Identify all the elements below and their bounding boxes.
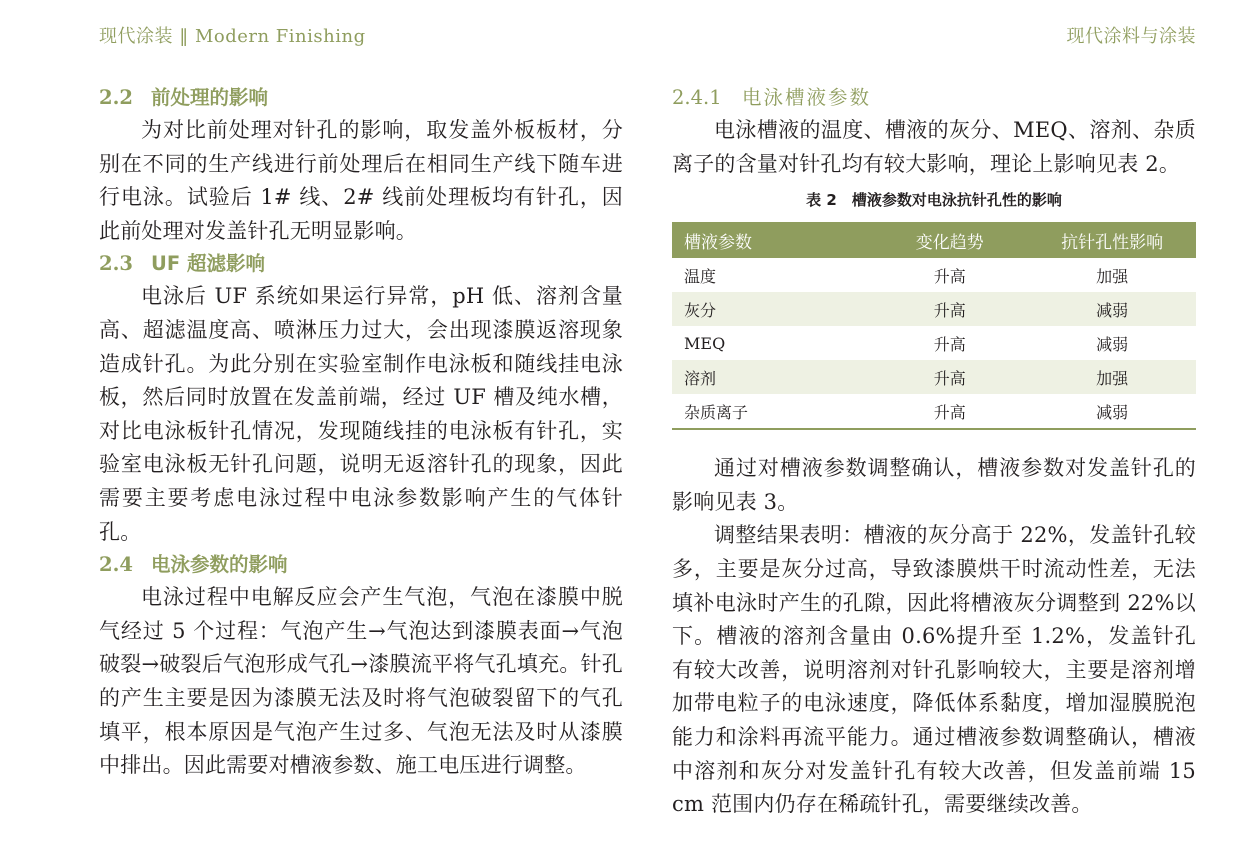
table-cell: 升高 bbox=[933, 300, 966, 320]
table-caption: 表 2 槽液参数对电泳抗针孔性的影响 bbox=[806, 191, 1062, 210]
table-cell: 升高 bbox=[871, 394, 1028, 429]
table-cell: 温度 bbox=[684, 266, 717, 286]
section-title: 前处理的影响 bbox=[151, 86, 269, 109]
table-cell: 升高 bbox=[933, 334, 966, 354]
paragraph-pretreatment: 为对比前处理对针孔的影响，取发盖外板板材，分别在不同的生产线进行前处理后在相同生产线下随车进行电泳。试验后 1# 线、2# 线前处理板均有针孔，因此前处理对发盖针孔无明显影响。 bbox=[99, 118, 623, 243]
table-cell: 升高 bbox=[933, 368, 966, 388]
table-cell: 减弱 bbox=[1096, 334, 1129, 354]
section-number: 2.4 bbox=[99, 553, 133, 577]
table-row bbox=[672, 258, 1196, 292]
section-heading-2-4-1 bbox=[672, 82, 1196, 114]
running-head-right: 现代涂料与涂装 bbox=[1066, 26, 1196, 47]
section-heading-2-3 bbox=[99, 248, 623, 280]
table-cell: 溶剂 bbox=[684, 368, 717, 388]
section-number: 2.4.1 bbox=[672, 86, 722, 109]
right-column bbox=[672, 82, 1196, 822]
table-cell: 加强 bbox=[1096, 368, 1129, 388]
paragraph-uf-ultrafiltration: 电泳后 UF 系统如果运行异常，pH 低、溶剂含量高、超滤温度高、喷淋压力过大，会出现漆膜返溶现象造成针孔。为此分别在实验室制作电泳板和随线挂电泳板，然后同时放置在发盖前端，经过 UF 槽及纯水槽，对比电泳板针孔情况，发现随线挂的电泳板有针孔，实验室电泳板无针孔问题，说明无返溶针孔的现象，因此需要主要考虑电泳过程中电泳参数影响产生的气体针孔。 bbox=[99, 284, 623, 544]
table-header-cell: 抗针孔性影响 bbox=[1061, 232, 1164, 253]
paragraph-table3-reference: 通过对槽液参数调整确认，槽液参数对发盖针孔的影响见表 3。 bbox=[672, 456, 1196, 514]
table-cell: 升高 bbox=[933, 266, 966, 286]
table-cell: 杂质离子 bbox=[672, 394, 871, 429]
section-number: 2.3 bbox=[99, 252, 133, 276]
section-number: 2.2 bbox=[99, 86, 133, 109]
table-2 bbox=[672, 222, 1196, 430]
table-row bbox=[672, 326, 1196, 360]
spacer bbox=[672, 430, 1196, 452]
section-title: 电泳槽液参数 bbox=[742, 86, 872, 109]
table-row bbox=[672, 394, 1196, 429]
table-header-row bbox=[672, 222, 1196, 258]
section-heading-2-4 bbox=[99, 549, 623, 581]
paragraph-electrophoresis-parameters: 电泳过程中电解反应会产生气泡，气泡在漆膜中脱气经过 5 个过程：气泡产生→气泡达到漆膜表面→气泡破裂→破裂后气泡形成气孔→漆膜流平将气孔填充。针孔的产生主要是因为漆膜无法及时将气泡破裂留下的气孔填平，根本原因是气泡产生过多、气泡无法及时从漆膜中排出。因此需要对槽液参数、施工电压进行调整。 bbox=[99, 585, 623, 778]
section-heading-2-2 bbox=[99, 82, 623, 114]
paragraph-adjustment-results: 调整结果表明：槽液的灰分高于 22%，发盖针孔较多，主要是灰分过高，导致漆膜烘干时流动性差，无法填补电泳时产生的孔隙，因此将槽液灰分调整到 22%以下。槽液的溶剂含量由 0.6%提升至 1.2%，发盖针孔有较大改善，说明溶剂对针孔影响较大，主要是溶剂增加带电粒子的电泳速度，降低体系黏度，增加湿膜脱泡能力和涂料再流平能力。通过槽液参数调整确认，槽液中溶剂和灰分对发盖针孔有较大改善，但发盖前端 15 cm 范围内仍存在稀疏针孔，需要继续改善。 bbox=[672, 523, 1196, 817]
table-cell: MEQ bbox=[684, 333, 726, 353]
running-head-left: 现代涂装 ‖ Modern Finishing bbox=[99, 26, 366, 47]
table-row bbox=[672, 360, 1196, 394]
table-cell: 减弱 bbox=[1028, 394, 1196, 429]
left-column bbox=[99, 82, 623, 783]
table-cell: 灰分 bbox=[684, 300, 717, 320]
table-row bbox=[672, 292, 1196, 326]
table-cell: 减弱 bbox=[1096, 300, 1129, 320]
section-title: UF 超滤影响 bbox=[151, 252, 265, 276]
table-header-cell: 变化趋势 bbox=[915, 232, 984, 253]
table-header-cell: 槽液参数 bbox=[684, 232, 752, 253]
paragraph-bath-parameters: 电泳槽液的温度、槽液的灰分、MEQ、溶剂、杂质离子的含量对针孔均有较大影响，理论上影响见表 2。 bbox=[672, 118, 1196, 176]
table-cell: 加强 bbox=[1096, 266, 1129, 286]
section-title: 电泳参数的影响 bbox=[151, 553, 288, 577]
